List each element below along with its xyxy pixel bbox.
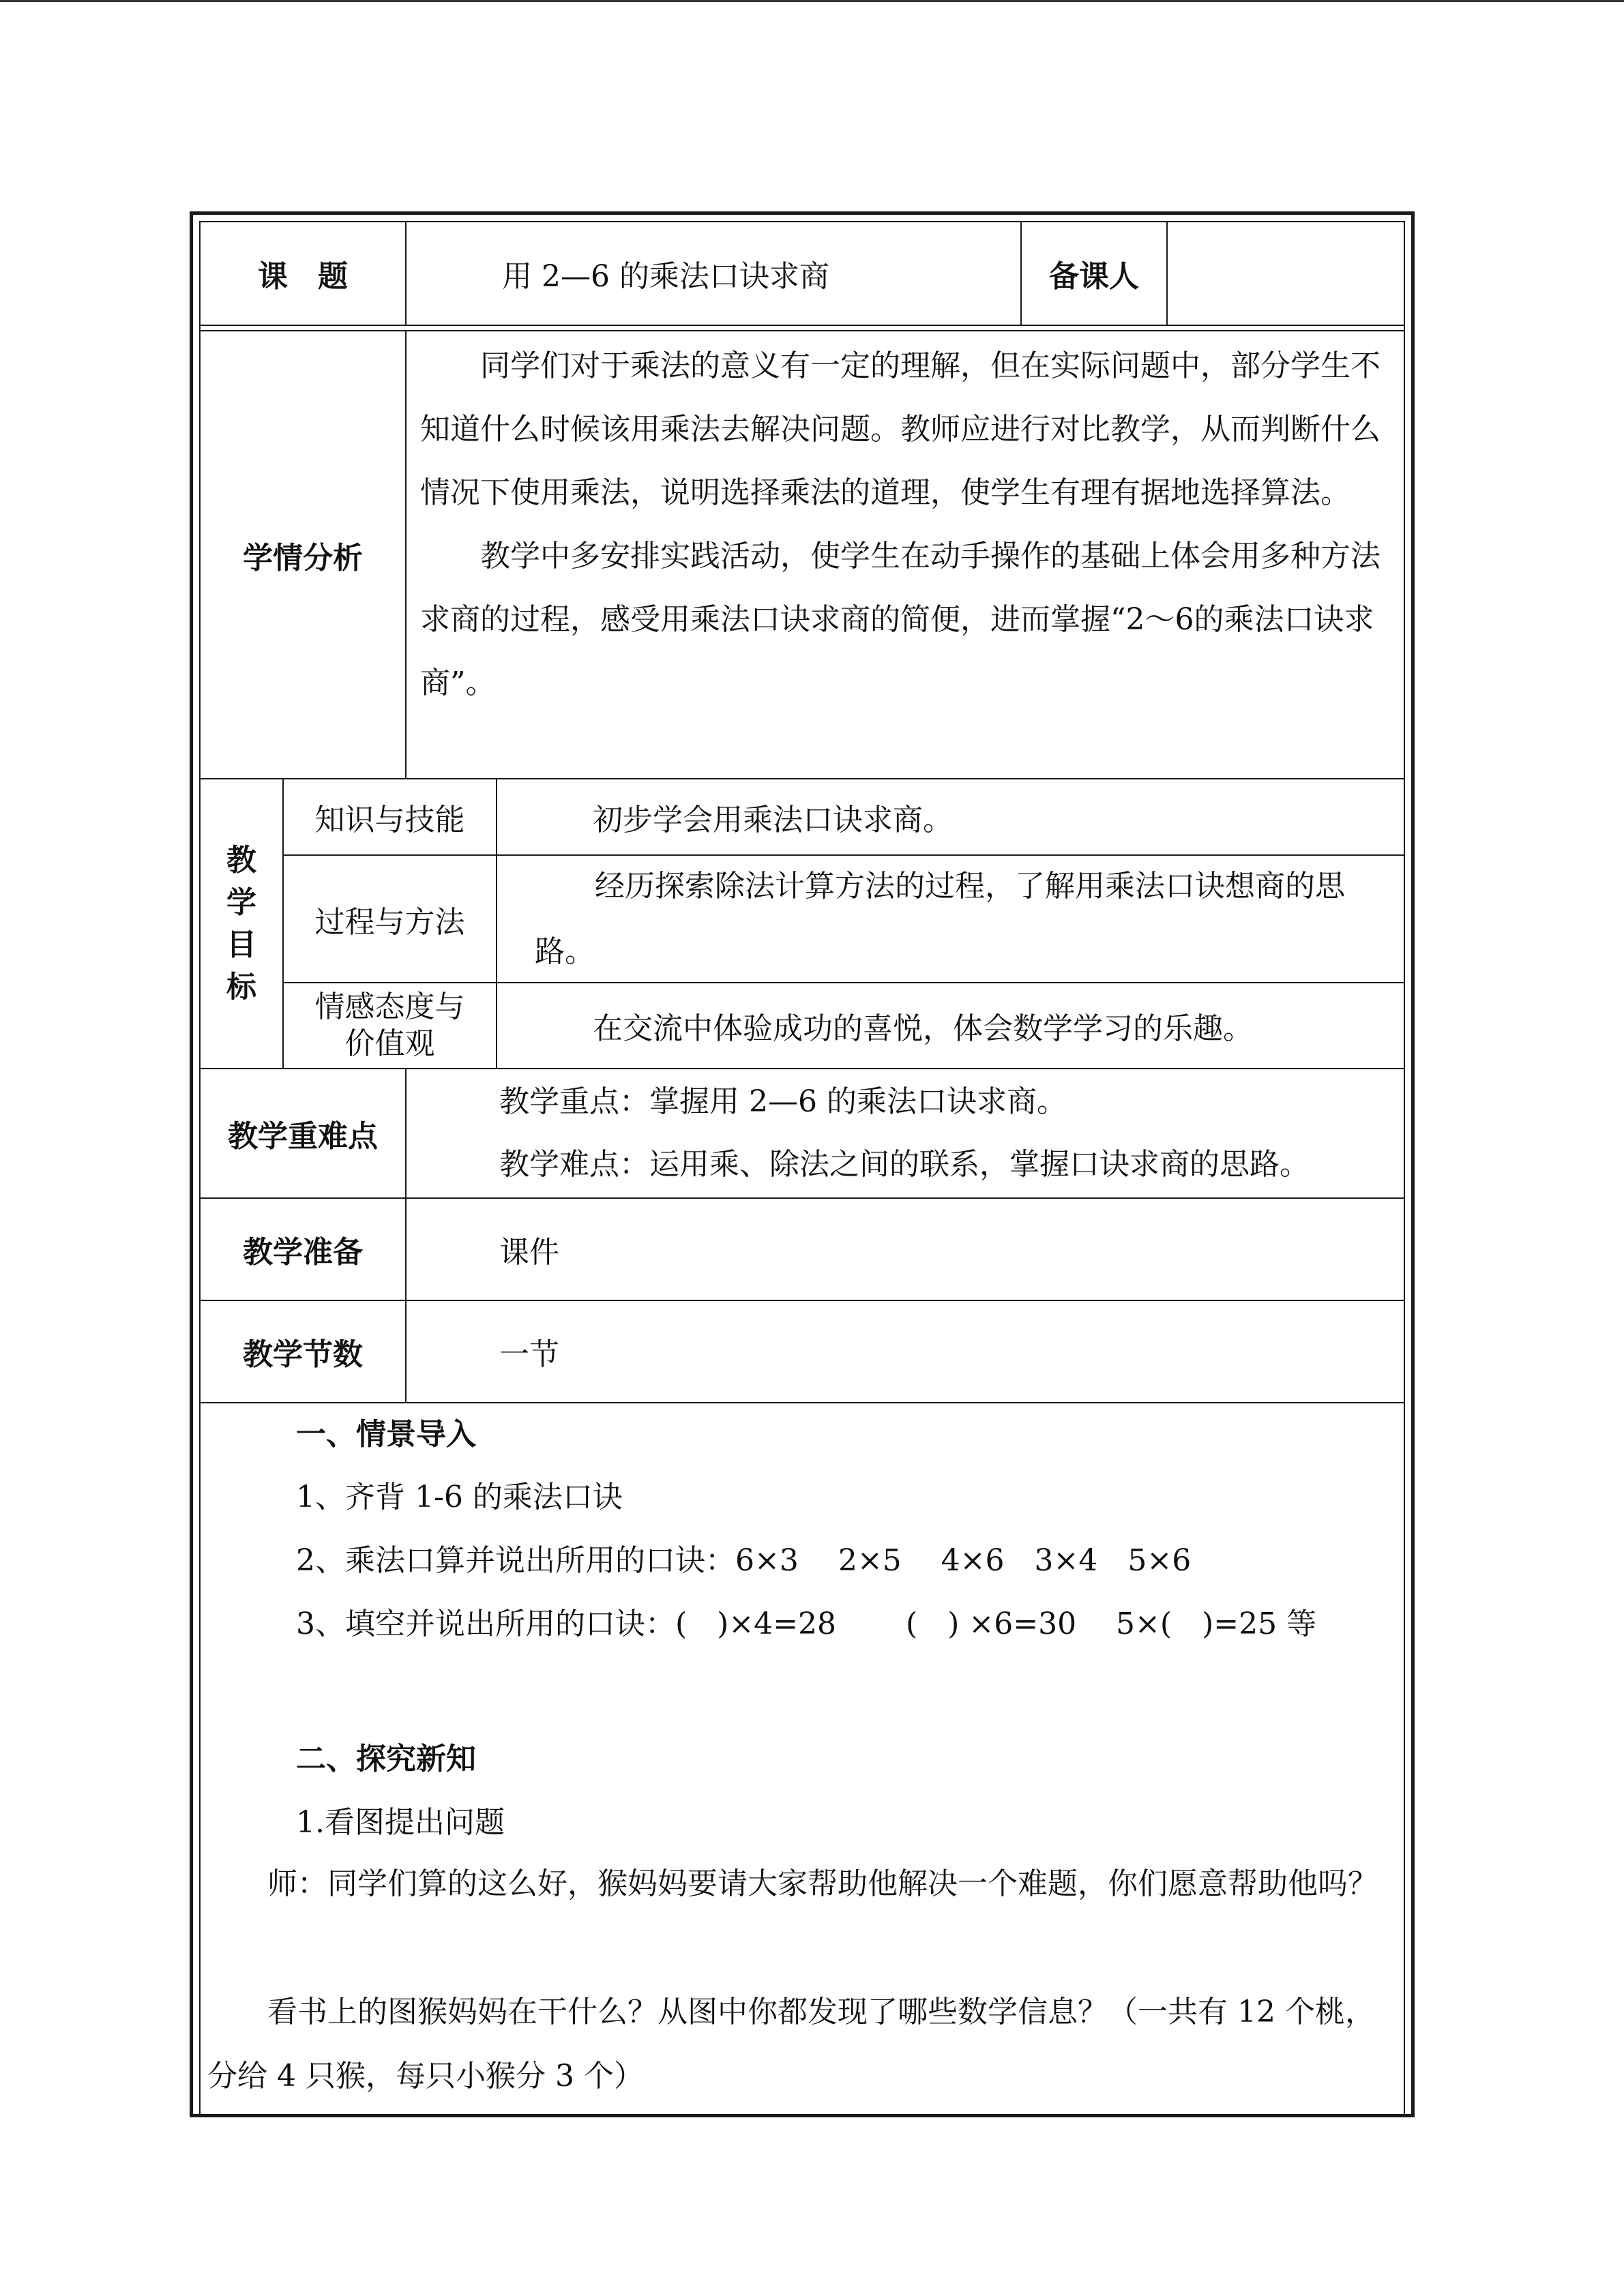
section-1-line-1: 1、齐背 1-6 的乘法口诀 [296, 1480, 623, 1515]
analysis-row [201, 331, 1404, 778]
goals-label [201, 779, 282, 1068]
keypoints-label: 教学重难点 [228, 1119, 378, 1154]
goal-text-process: 经历探索除法计算方法的过程，了解用乘法口诀想商的思路。 [535, 868, 1345, 969]
goal-text-attitude: 在交流中体验成功的喜悦，体会数学学习的乐趣。 [593, 1011, 1253, 1046]
section-2-title: 二、探究新知 [296, 1742, 476, 1776]
section-2-paragraph-2: 看书上的图猴妈妈在干什么？从图中你都发现了哪些数学信息？（一共有 12 个桃，分给 4 只猴，每只小猴分 3 个） [207, 1995, 1375, 2093]
goals-label-char: 学 [226, 884, 256, 920]
keypoints-text [499, 1069, 1397, 1197]
topic-value: 用 2—6 的乘法口诀求商 [502, 259, 829, 294]
section-1-title: 一、情景导入 [296, 1417, 476, 1452]
keypoint-difficulty: 教学难点：运用乘、除法之间的联系，掌握口诀求商的思路。 [499, 1147, 1310, 1182]
divider [405, 331, 407, 778]
lessons-label: 教学节数 [243, 1337, 363, 1372]
lessons-value: 一节 [499, 1337, 559, 1372]
lesson-plan-inner [199, 221, 1405, 2114]
divider [405, 1069, 407, 1197]
goal-label-process: 过程与方法 [314, 904, 465, 940]
goal-label-attitude-line2: 价值观 [344, 1026, 435, 1061]
section-1-line-3: 3、填空并说出所用的口诀：( )×4=28 ( ) ×6=30 5×( )=25 等 [296, 1607, 1317, 1641]
goals-label-char: 教 [226, 842, 256, 878]
analysis-text [420, 334, 1391, 715]
divider [201, 325, 1404, 326]
preparer-value [1168, 222, 1404, 325]
analysis-paragraph-2: 教学中多安排实践活动，使学生在动手操作的基础上体会用多种方法求商的过程，感受用乘法口诀求商的简便，进而掌握“2～6的乘法口诀求商”。 [420, 539, 1381, 700]
lesson-plan-table [190, 211, 1415, 2117]
preparation-value: 课件 [499, 1235, 559, 1270]
goals-label-char: 目 [226, 927, 256, 962]
goal-text-process-wrap [535, 856, 1387, 982]
preparation-label: 教学准备 [243, 1235, 363, 1270]
goal-label-attitude [284, 983, 496, 1068]
header-row [201, 222, 1404, 325]
analysis-paragraph-1: 同学们对于乘法的意义有一定的理解，但在实际问题中，部分学生不知道什么时候该用乘法去解决问题。教师应进行对比教学，从而判断什么情况下使用乘法，说明选择乘法的道理，使学生有理有据地选择算法。 [420, 348, 1381, 510]
analysis-label: 学情分析 [243, 540, 363, 576]
section-2-paragraph-1: 师：同学们算的这么好，猴妈妈要请大家帮助他解决一个难题，你们愿意帮助他吗？ [267, 1866, 1378, 1901]
goals-label-char: 标 [226, 969, 256, 1004]
preparation-row [201, 1199, 1404, 1300]
section-1-line-2: 2、乘法口算并说出所用的口诀：6×3 2×5 4×6 3×4 5×6 [296, 1543, 1192, 1578]
keypoint-focus: 教学重点：掌握用 2—6 的乘法口诀求商。 [499, 1084, 1067, 1119]
divider [201, 1402, 1404, 1403]
keypoints-row [201, 1069, 1404, 1197]
page-top-rule [0, 0, 1624, 2]
goal-label-knowledge: 知识与技能 [314, 803, 465, 837]
goal-label-attitude-line1: 情感态度与 [314, 989, 465, 1024]
goal-text-knowledge: 初步学会用乘法口诀求商。 [593, 803, 953, 837]
lessons-row [201, 1301, 1404, 1402]
goals-row [201, 779, 1404, 1068]
section-2-line-1: 1.看图提出问题 [296, 1805, 505, 1840]
topic-label: 课 题 [258, 259, 348, 294]
preparer-label: 备课人 [1049, 259, 1139, 294]
